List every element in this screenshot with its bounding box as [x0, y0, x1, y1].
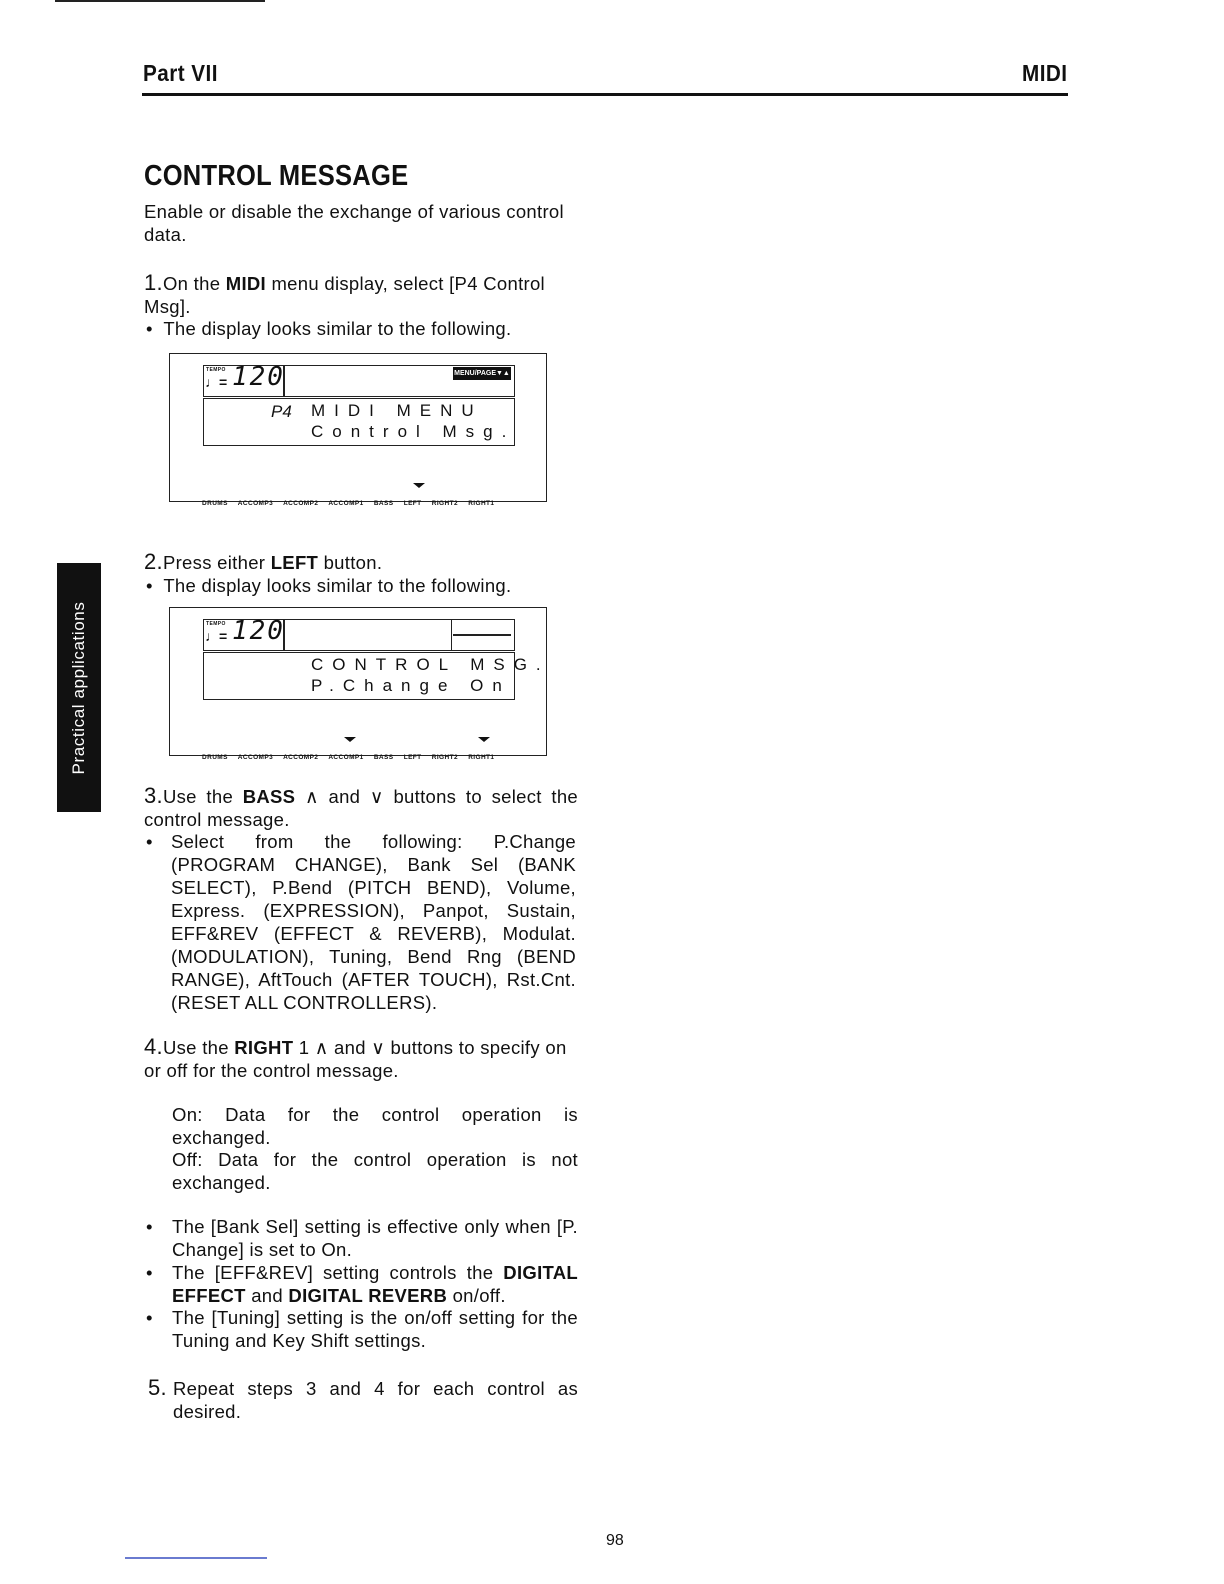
header-rule — [142, 93, 1068, 96]
page-number: 98 — [606, 1532, 624, 1549]
lcd-line-1: MIDI MENU — [311, 401, 483, 420]
note-eq: ♩= — [205, 374, 228, 390]
part-labels-1: DRUMS ACCOMP3 ACCOMP2 ACCOMP1 BASS LEFT RIGHT2 RIGHT1 — [202, 500, 495, 507]
step-number: 5. — [148, 1375, 167, 1400]
step-number: 4. — [144, 1034, 163, 1059]
tempo-label: TEMPO — [206, 621, 226, 627]
lcd-line-2: P.Change On — [311, 676, 511, 695]
note-bank-sel: • The [Bank Sel] setting is effective only when [P. Change] is set to On. — [146, 1216, 578, 1260]
step-number: 2. — [144, 549, 163, 574]
tempo-label: TEMPO — [206, 367, 226, 373]
step-2-bullet: • The display looks similar to the following. — [146, 575, 512, 596]
bass-down-arrow — [413, 483, 425, 488]
step-number: 1. — [144, 270, 163, 295]
menu-page-badge: MENU/PAGE▼▲ — [453, 367, 511, 380]
lcd-display-1 — [169, 353, 547, 502]
step-1: 1.On the MIDI menu display, select [P4 Control Msg]. — [144, 270, 545, 317]
tempo-value: 120 — [232, 616, 285, 646]
step-5: 5. Repeat steps 3 and 4 for each control as desired. — [148, 1375, 578, 1422]
lcd-display-2 — [169, 607, 550, 756]
intro-text: Enable or disable the exchange of various control data. — [144, 201, 564, 245]
step-4: 4.Use the RIGHT 1 ∧ and ∨ buttons to specify on or off for the control message. — [144, 1034, 567, 1081]
note-eq: ♩= — [205, 628, 228, 644]
on-description: On: Data for the control operation is exchanged. — [172, 1104, 578, 1148]
header-chapter: MIDI — [1022, 60, 1068, 86]
top-rule-mark — [55, 0, 265, 2]
right1-down-arrow — [478, 737, 490, 742]
page-indicator: P4 — [271, 402, 292, 421]
step-1-bullet: • The display looks similar to the following. — [146, 318, 512, 339]
off-description: Off: Data for the control operation is not exchanged. — [172, 1149, 578, 1193]
step-number: 3. — [144, 783, 163, 808]
lcd-line-2: Control Msg. — [311, 422, 516, 441]
header-part: Part VII — [143, 60, 218, 86]
bass-down-arrow — [344, 737, 356, 742]
note-eff-rev: • The [EFF&REV] setting controls the DIGITAL EFFECT and DIGITAL REVERB on/off. — [146, 1262, 578, 1306]
bottom-rule-mark — [125, 1557, 267, 1559]
step-3-bullet: • Select from the following: P.Change (PROGRAM CHANGE), Bank Sel (BANK SELECT), P.Bend (PITCH BEND), Volume, Express. (EXPRESSION), Panpot, Sustain, EFF&REV (EFFECT & REVERB), Modulat. (MODULATION), Tuning, Bend Rng (BEND RANGE), AftTouch (AFTER TOUCH), Rst.Cnt. (RESET ALL CONTROLLERS). — [146, 831, 576, 1013]
lcd-line-1: CONTROL MSG. — [311, 655, 550, 674]
step-3: 3.Use the BASS ∧ and ∨ buttons to select the control message. — [144, 783, 579, 830]
step-2: 2.Press either LEFT button. — [144, 549, 383, 574]
note-tuning: • The [Tuning] setting is the on/off setting for the Tuning and Key Shift settings. — [146, 1307, 578, 1351]
side-tab — [57, 563, 101, 812]
part-labels-2: DRUMS ACCOMP3 ACCOMP2 ACCOMP1 BASS LEFT RIGHT2 RIGHT1 — [202, 754, 495, 761]
side-tab-label: Practical applications — [69, 601, 88, 774]
small-indicator-line — [453, 634, 511, 636]
section-title: CONTROL MESSAGE — [144, 160, 409, 192]
tempo-value: 120 — [232, 362, 285, 392]
